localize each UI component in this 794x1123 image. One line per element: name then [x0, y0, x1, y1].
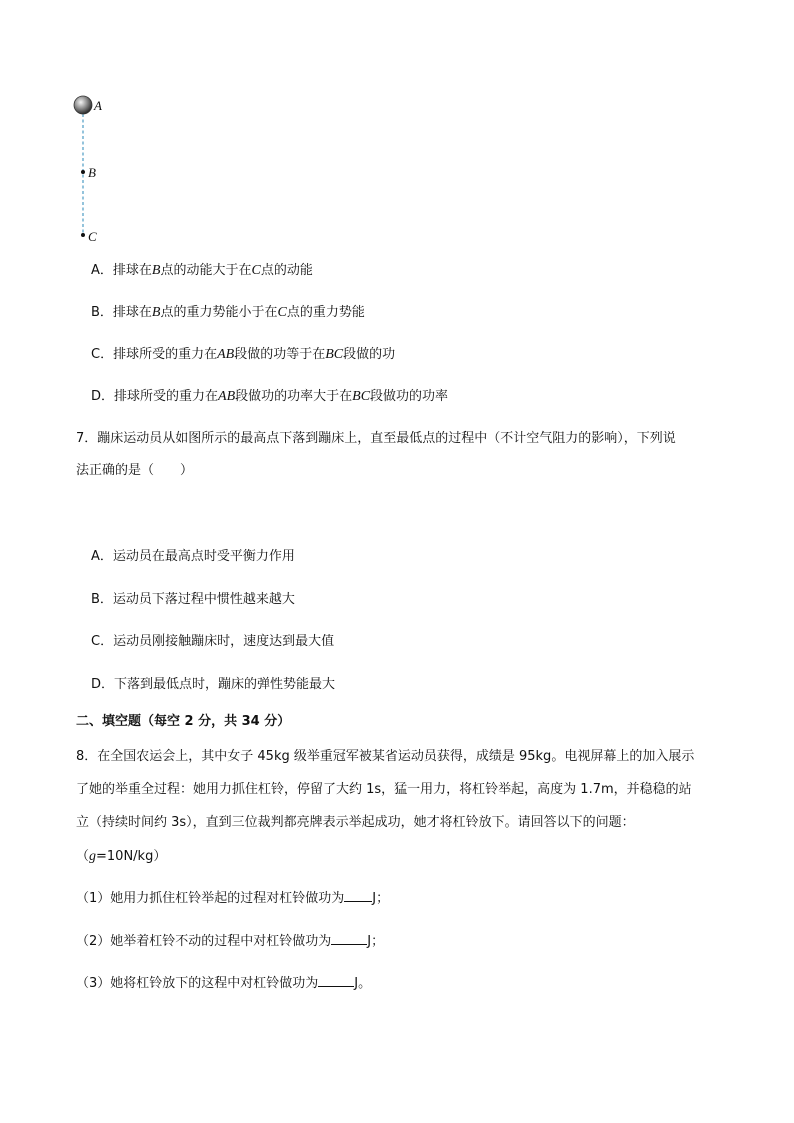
answer-blank-3[interactable]	[318, 974, 354, 987]
label-c: C	[88, 229, 97, 244]
q6-option-a: A．排球在B点的动能大于在C点的动能	[91, 263, 313, 278]
q7-option-a: A．运动员在最高点时受平衡力作用	[91, 549, 295, 564]
answer-blank-1[interactable]	[344, 889, 372, 902]
label-b: B	[88, 165, 96, 180]
q8-stem-line1: 8．在全国农运会上，其中女子 45kg 级举重冠军被某省运动员获得，成绩是 95kg。电视屏幕上的加入展示	[76, 749, 695, 764]
ball	[74, 96, 92, 114]
q6-option-c: C．排球所受的重力在AB段做的功等于在BC段做的功	[91, 347, 396, 362]
q8-stem-line3: 立（持续时间约 3s），直到三位裁判都亮牌表示举起成功，她才将杠铃放下。请回答以下的问题：	[76, 815, 635, 830]
q8-sub-2: （2）她举着杠铃不动的过程中对杠铃做功为 J；	[76, 934, 385, 949]
section-2-title: 二、填空题（每空 2 分，共 34 分）	[76, 714, 291, 729]
q7-option-b: B．运动员下落过程中惯性越来越大	[91, 592, 295, 607]
q8-stem-line2: 了她的举重全过程：她用力抓住杠铃，停留了大约 1s，猛一用力，将杠铃举起，高度为 1.7m，并稳稳的站	[76, 782, 692, 797]
q7-stem-line1: 7．蹦床运动员从如图所示的最高点下落到蹦床上，直至最低点的过程中（不计空气阻力的影响），下列说	[76, 431, 676, 446]
q7-option-d: D．下落到最低点时，蹦床的弹性势能最大	[91, 677, 336, 692]
q8-sub-3: （3）她将杠铃放下的这程中对杠铃做功为 J。	[76, 976, 372, 991]
point-b-dot	[81, 170, 85, 174]
q7-option-c: C．运动员刚接触蹦床时，速度达到最大值	[91, 634, 335, 649]
q8-sub-1: （1）她用力抓住杠铃举起的过程对杠铃做功为 J；	[76, 891, 390, 906]
label-a: A	[94, 98, 102, 113]
q8-gravity-note: （g=10N/kg）	[76, 849, 167, 864]
answer-blank-2[interactable]	[331, 932, 367, 945]
point-c-dot	[81, 233, 85, 237]
ball-trajectory-figure	[60, 90, 180, 250]
q6-option-b: B．排球在B点的重力势能小于在C点的重力势能	[91, 305, 365, 320]
q6-option-d: D．排球所受的重力在AB段做功的功率大于在BC段做功的功率	[91, 389, 449, 404]
q7-stem-line2: 法正确的是（ ）	[76, 463, 194, 478]
